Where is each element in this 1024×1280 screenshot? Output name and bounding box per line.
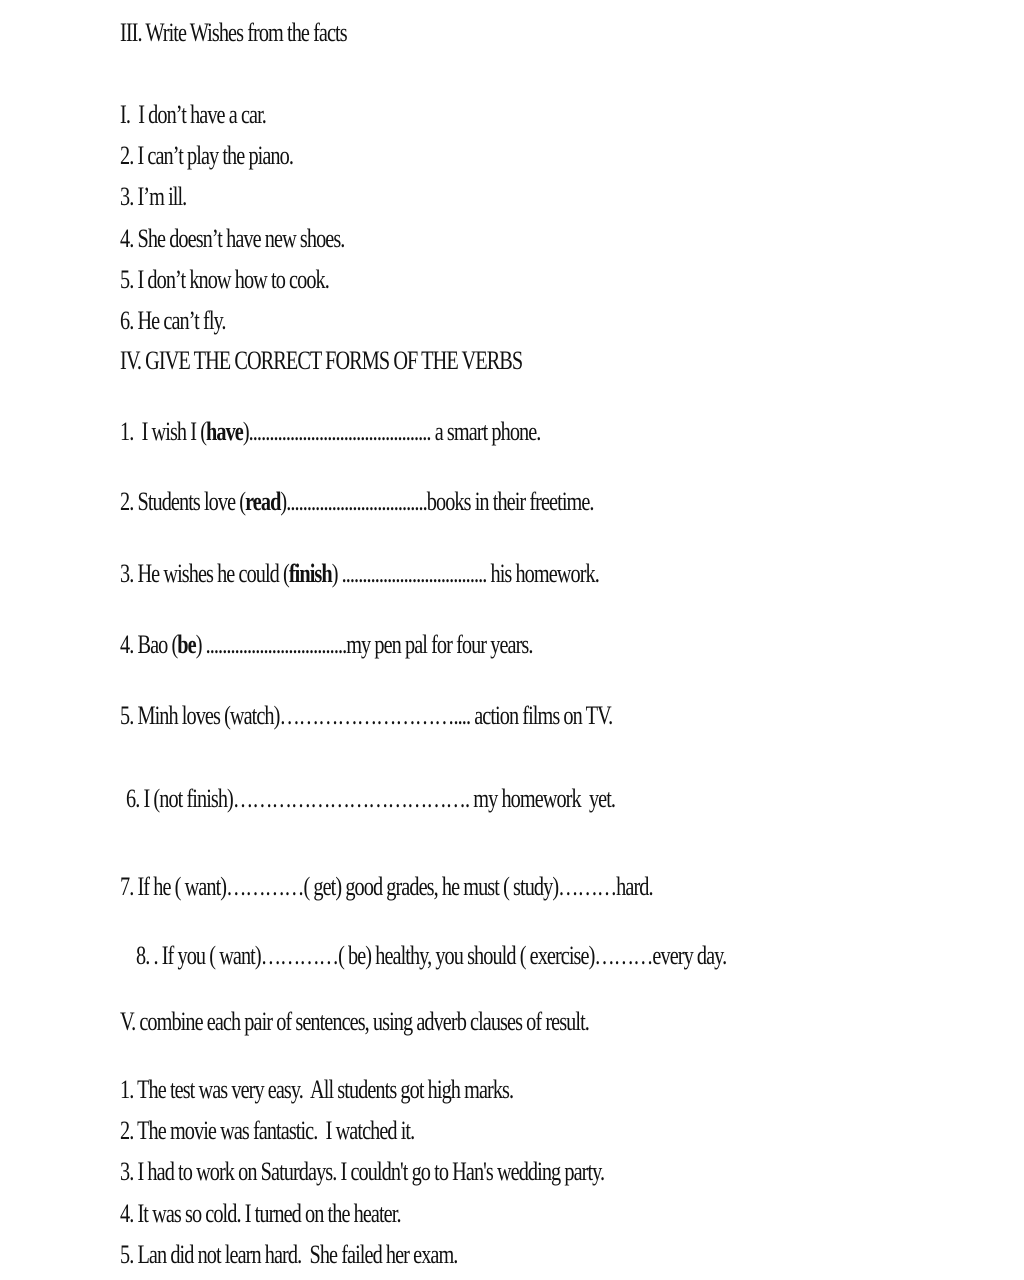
wish-fact-5: 5. I don’t know how to cook. [120, 265, 329, 294]
verb-exercise-3-verb: finish [288, 559, 332, 588]
combine-pair-5: 5. Lan did not learn hard. She failed her exam. [120, 1240, 458, 1269]
verb-exercise-7: 7. If he ( want)…………( get) good grades, he must ( study)………hard. [120, 872, 653, 901]
verb-exercise-4-post: ) ..................................my pen pal for four years. [195, 630, 533, 659]
wish-fact-3: 3. I’m ill. [120, 182, 187, 211]
section-3-heading: III. Write Wishes from the facts [120, 18, 347, 47]
combine-pair-4: 4. It was so cold. I turned on the heater. [120, 1199, 401, 1228]
wish-fact-6: 6. He can’t fly. [120, 306, 226, 335]
verb-exercise-1-pre: 1. I wish I ( [120, 417, 207, 446]
verb-exercise-4-verb: be [177, 630, 196, 659]
verb-exercise-5: 5. Minh loves (watch)……………………….... action films on TV. [120, 701, 613, 730]
verb-exercise-3-pre: 3. He wishes he could ( [120, 559, 289, 588]
verb-exercise-4 [120, 630, 532, 660]
verb-exercise-8: 8. . If you ( want)…………( be) healthy, you should ( exercise)………every day. [136, 941, 727, 970]
combine-pair-3: 3. I had to work on Saturdays. I couldn't go to Han's wedding party. [120, 1157, 605, 1186]
verb-exercise-3 [120, 559, 599, 589]
verb-exercise-1-verb: have [206, 417, 243, 446]
verb-exercise-1-post: )............................................ a smart phone. [242, 417, 541, 446]
section-4-heading: IV. GIVE THE CORRECT FORMS OF THE VERBS [120, 346, 523, 375]
verb-exercise-2-pre: 2. Students love ( [120, 487, 246, 516]
verb-exercise-2 [120, 487, 594, 517]
verb-exercise-6: 6. I (not finish)………………………………. my homework yet. [126, 784, 616, 813]
combine-pair-1: 1. The test was very easy. All students got high marks. [120, 1075, 514, 1104]
section-5-heading: V. combine each pair of sentences, using adverb clauses of result. [120, 1007, 589, 1036]
verb-exercise-2-post: )..................................books in their freetime. [280, 487, 594, 516]
wish-fact-4: 4. She doesn’t have new shoes. [120, 224, 345, 253]
verb-exercise-1 [120, 417, 540, 447]
verb-exercise-4-pre: 4. Bao ( [120, 630, 178, 659]
wish-fact-1: I. I don’t have a car. [120, 100, 266, 129]
verb-exercise-3-post: ) ................................... his homework. [331, 559, 599, 588]
verb-exercise-2-verb: read [245, 487, 281, 516]
combine-pair-2: 2. The movie was fantastic. I watched it. [120, 1116, 415, 1145]
wish-fact-2: 2. I can’t play the piano. [120, 141, 293, 170]
